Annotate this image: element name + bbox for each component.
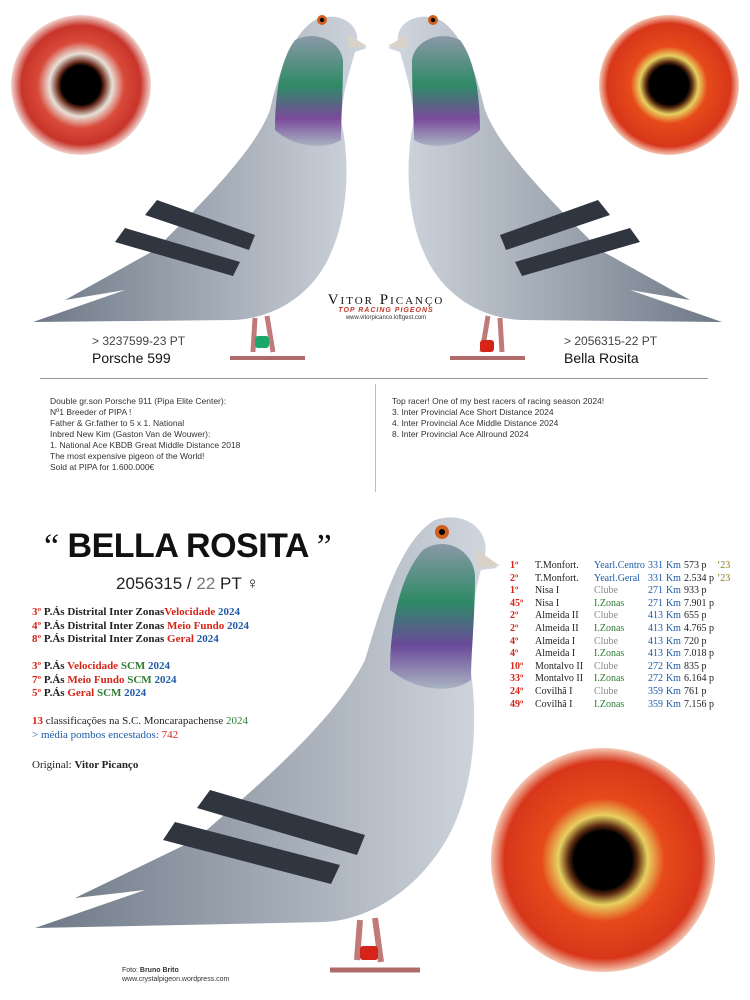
logo-tagline: TOP RACING PIGEONS xyxy=(338,307,434,314)
results-cell-pos: 45º xyxy=(510,597,524,609)
ace-item: 4º P.Ás Distrital Inter Zonas Meio Fundo 2024 xyxy=(32,619,249,632)
main-ring-number: 2056315 / 22 PT ♀ xyxy=(116,574,259,593)
results-cell-cat: Yearl.Centro xyxy=(594,560,645,571)
main-pigeon-image xyxy=(35,510,505,980)
sire-ring-number: > 3237599-23 PT xyxy=(92,334,186,348)
results-cell-place: 4.765 p xyxy=(683,622,714,634)
results-cell-pos: 4º xyxy=(510,635,519,647)
results-cell-km: 331 xyxy=(647,560,663,571)
results-cell-km: 271 xyxy=(647,597,663,609)
logo-url: www.vitorpicanco.loftgest.com xyxy=(345,315,427,321)
results-cell-race: Nisa I xyxy=(535,597,560,609)
results-row xyxy=(510,673,733,686)
results-row xyxy=(510,686,733,699)
results-cell-place: 7.901 p xyxy=(683,597,714,609)
results-cell-year: ‘23 xyxy=(716,560,731,571)
results-cell-unit: Km xyxy=(665,698,681,710)
results-cell-unit: Km xyxy=(665,673,681,685)
results-cell-year xyxy=(717,598,733,611)
results-cell-km: 271 xyxy=(647,585,663,597)
results-table xyxy=(510,560,733,711)
results-cell-cat: I.Zonas xyxy=(594,648,625,660)
results-cell-unit: Km xyxy=(665,597,681,609)
results-cell-pos: 1º xyxy=(510,560,519,571)
results-row xyxy=(510,636,733,649)
dam-name: Bella Rosita xyxy=(564,350,639,366)
results-cell-cat: Clube xyxy=(594,585,618,597)
results-cell-km: 272 xyxy=(647,660,663,672)
section-divider xyxy=(40,378,708,379)
results-cell-year xyxy=(717,686,733,699)
results-cell-cat: I.Zonas xyxy=(594,673,625,685)
results-cell-pos: 2º xyxy=(510,622,519,634)
results-cell-place: 655 p xyxy=(683,610,707,622)
results-cell-race: Nisa I xyxy=(535,585,560,597)
results-cell-year xyxy=(717,585,733,598)
average-note: > média pombos encestados: 742 xyxy=(32,729,179,741)
results-cell-race: T.Monfort. xyxy=(535,560,579,571)
ace-scm-list xyxy=(32,660,176,701)
results-cell-race: Almeida I xyxy=(535,635,576,647)
results-cell-race: Montalvo II xyxy=(535,673,584,685)
results-cell-year xyxy=(717,610,733,623)
column-divider xyxy=(375,384,376,492)
results-cell-place: 7.156 p xyxy=(683,698,714,710)
results-cell-cat: Clube xyxy=(594,685,618,697)
results-cell-year xyxy=(717,648,733,661)
results-cell-pos: 1º xyxy=(510,585,519,597)
results-cell-km: 413 xyxy=(647,648,663,660)
results-row xyxy=(510,598,733,611)
results-cell-unit: Km xyxy=(665,660,681,672)
results-cell-race: Almeida I xyxy=(535,648,576,660)
female-symbol-icon: ♀ xyxy=(246,574,259,593)
results-cell-race: Covilhã I xyxy=(535,685,573,697)
results-cell-unit: Km xyxy=(665,622,681,634)
ace-item: 3º P.Ás Distrital Inter ZonasVelocidade 2024 xyxy=(32,606,240,618)
results-cell-pos: 4º xyxy=(510,648,519,660)
results-row xyxy=(510,648,733,661)
photo-credit: Foto: Bruno Brito www.crystalpigeon.wordpress.com xyxy=(122,967,230,983)
results-cell-race: Montalvo II xyxy=(535,660,584,672)
results-cell-race: Almeida II xyxy=(535,622,579,634)
photo-credit-url: www.crystalpigeon.wordpress.com xyxy=(122,976,230,983)
results-cell-pos: 33º xyxy=(510,673,524,685)
results-cell-pos: 2º xyxy=(510,610,519,622)
logo-name: Vitor Picanço xyxy=(327,292,445,308)
results-cell-cat: Clube xyxy=(594,660,618,672)
results-cell-year xyxy=(717,623,733,636)
results-cell-race: Almeida II xyxy=(535,610,579,622)
page-title: “ BELLA ROSITA ” xyxy=(44,527,332,565)
results-cell-km: 359 xyxy=(647,685,663,697)
classifications-note: 13 classificações na S.C. Moncarapachense 2024 xyxy=(32,715,248,727)
ace-distrital-list xyxy=(32,606,249,647)
results-cell-place: 2.534 p xyxy=(683,572,714,584)
results-cell-cat: Yearl.Geral xyxy=(594,572,640,584)
results-row xyxy=(510,661,733,674)
results-cell-km: 331 xyxy=(647,572,663,584)
results-cell-km: 413 xyxy=(647,635,663,647)
results-cell-year: ’23 xyxy=(716,572,731,584)
results-cell-pos: 49º xyxy=(510,698,524,710)
ace-item: 7º P.Ás Meio Fundo SCM 2024 xyxy=(32,673,177,686)
results-cell-place: 933 p xyxy=(683,585,707,597)
results-cell-place: 720 p xyxy=(683,635,707,647)
results-row xyxy=(510,623,733,636)
results-cell-race: Covilhã I xyxy=(535,698,573,710)
original-breeder: Original: Vitor Picanço xyxy=(32,759,139,771)
results-cell-unit: Km xyxy=(665,635,681,647)
results-cell-pos: 10º xyxy=(510,660,524,672)
results-cell-km: 413 xyxy=(647,610,663,622)
results-row xyxy=(510,560,733,573)
results-cell-km: 359 xyxy=(647,698,663,710)
results-cell-cat: I.Zonas xyxy=(594,597,625,609)
results-row xyxy=(510,585,733,598)
results-cell-year xyxy=(717,661,733,674)
results-cell-place: 7.018 p xyxy=(683,648,714,660)
dam-description: Top racer! One of my best racers of racing season 2024! 3. Inter Provincial Ace Short Distance 2024 4. Inter Provincial Ace Middle Distance 2024 8. Inter Provincial Ace Allround 2024 xyxy=(392,396,605,439)
results-cell-cat: I.Zonas xyxy=(594,622,625,634)
results-cell-unit: Km xyxy=(665,648,681,660)
results-cell-year xyxy=(717,673,733,686)
results-cell-place: 761 p xyxy=(683,685,707,697)
results-cell-place: 835 p xyxy=(683,660,707,672)
results-row xyxy=(510,610,733,623)
title-text: BELLA ROSITA xyxy=(67,527,308,565)
results-cell-km: 272 xyxy=(647,673,663,685)
main-eye-image xyxy=(478,748,728,998)
results-cell-unit: Km xyxy=(665,560,681,571)
results-cell-pos: 2º xyxy=(510,572,519,584)
results-cell-unit: Km xyxy=(665,685,681,697)
results-cell-pos: 24º xyxy=(510,685,524,697)
sire-description: Double gr.son Porsche 911 (Pipa Elite Center): Nº1 Breeder of PIPA ! Father & Gr.father to 5 x 1. National Inbred New Kim (Gaston Van de Wouwer): 1. National Ace KBDB Great Middle Distance 2018 The most expensive pigeon of the World! Sold at PIPA for 1.600.000€ xyxy=(50,396,241,472)
results-cell-place: 573 p xyxy=(683,560,707,571)
results-cell-race: T.Monfort. xyxy=(535,572,579,584)
sire-name: Porsche 599 xyxy=(92,350,171,366)
results-cell-unit: Km xyxy=(665,610,681,622)
results-cell-cat: Clube xyxy=(594,610,618,622)
results-row xyxy=(510,699,733,712)
dam-ring-number: > 2056315-22 PT xyxy=(564,334,658,348)
results-cell-year xyxy=(717,636,733,649)
results-cell-year xyxy=(717,699,733,712)
results-row xyxy=(510,573,733,586)
results-cell-km: 413 xyxy=(647,622,663,634)
results-cell-cat: Clube xyxy=(594,635,618,647)
results-cell-unit: Km xyxy=(665,572,681,584)
results-cell-cat: I.Zonas xyxy=(594,698,625,710)
results-cell-unit: Km xyxy=(665,585,681,597)
results-cell-place: 6.164 p xyxy=(683,673,714,685)
ace-item: 3º P.Ás Velocidade SCM 2024 xyxy=(32,660,171,672)
ace-item: 5º P.Ás Geral SCM 2024 xyxy=(32,687,147,699)
ace-item: 8º P.Ás Distrital Inter Zonas Geral 2024 xyxy=(32,633,219,645)
